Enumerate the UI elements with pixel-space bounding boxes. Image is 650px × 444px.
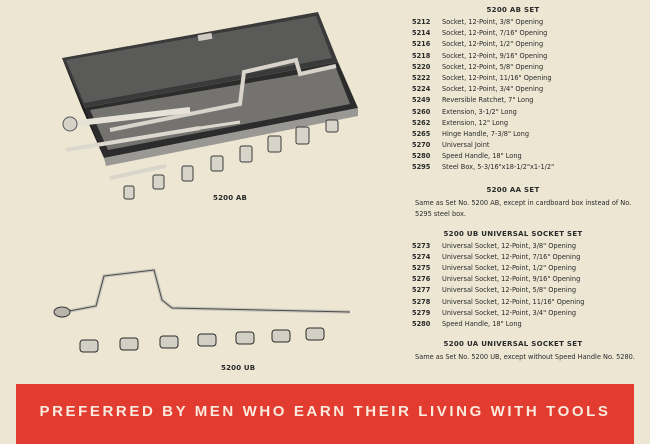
list-item: 5279 Universal Socket, 12-Point, 3/4" Opening (412, 308, 577, 317)
aa-set-title: 5200 AA SET (486, 185, 540, 194)
list-item: 5260 Extension, 3-1/2" Long (412, 107, 517, 116)
caption-5200-ub: 5200 UB (221, 364, 256, 372)
ua-set-note: Same as Set No. 5200 UB, except without Speed Handle No. 5280. (415, 353, 635, 362)
list-item: 5276 Universal Socket, 12-Point, 9/16" Opening (412, 275, 581, 284)
caption-5200-ab: 5200 AB (213, 194, 248, 202)
list-item: 5212 Socket, 12-Point, 3/8" Opening (412, 18, 544, 26)
list-item: 5220 Socket, 12-Point, 5/8" Opening (412, 62, 544, 71)
ab-set-title: 5200 AB SET (486, 6, 540, 14)
list-item: 5222 Socket, 12-Point, 11/16" Opening (412, 73, 552, 82)
list-item: 5278 Universal Socket, 12-Point, 11/16" Opening (412, 297, 585, 306)
parts-list (382, 6, 644, 363)
steel-box-illustration (62, 12, 358, 178)
list-item: 5214 Socket, 12-Point, 7/16" Opening (412, 29, 548, 38)
slogan-banner (16, 384, 634, 444)
universal-sockets (80, 328, 324, 352)
list-item: 5274 Universal Socket, 12-Point, 7/16" Opening (412, 252, 581, 261)
list-item: 5280 Speed Handle, 18" Long (412, 319, 522, 328)
list-item: 5270 Universal Joint (412, 141, 490, 150)
list-item: 5265 Hinge Handle, 7-3/8" Long (412, 129, 530, 138)
list-item: 5262 Extension, 12" Long (412, 118, 509, 127)
list-item: 5216 Socket, 12-Point, 1/2" Opening (412, 40, 544, 49)
list-item: 5275 Universal Socket, 12-Point, 1/2" Opening (412, 264, 577, 272)
list-item: 5295 Steel Box, 5-3/16"x18-1/2"x1-1/2" (412, 163, 555, 172)
list-item: 5224 Socket, 12-Point, 3/4" Opening (412, 85, 544, 94)
ub-set-title: 5200 UB UNIVERSAL SOCKET SET (443, 229, 583, 238)
list-item: 5218 Socket, 12-Point, 9/16" Opening (412, 51, 548, 60)
list-item: 5277 Universal Socket, 12-Point, 5/8" Opening (412, 286, 577, 295)
speed-handle-illustration (54, 270, 350, 317)
list-item: 5249 Reversible Ratchet, 7" Long (412, 96, 534, 105)
aa-set-note: Same as Set No. 5200 AB, except in cardboard box instead of No. 5295 steel box. (415, 198, 632, 218)
list-item: 5280 Speed Handle, 18" Long (412, 152, 522, 161)
ua-set-title: 5200 UA UNIVERSAL SOCKET SET (443, 340, 583, 349)
list-item: 5273 Universal Socket, 12-Point, 3/8" Opening (412, 241, 577, 250)
slogan-text: PREFERRED BY MEN WHO EARN THEIR LIVING WITH TOOLS (39, 403, 611, 420)
